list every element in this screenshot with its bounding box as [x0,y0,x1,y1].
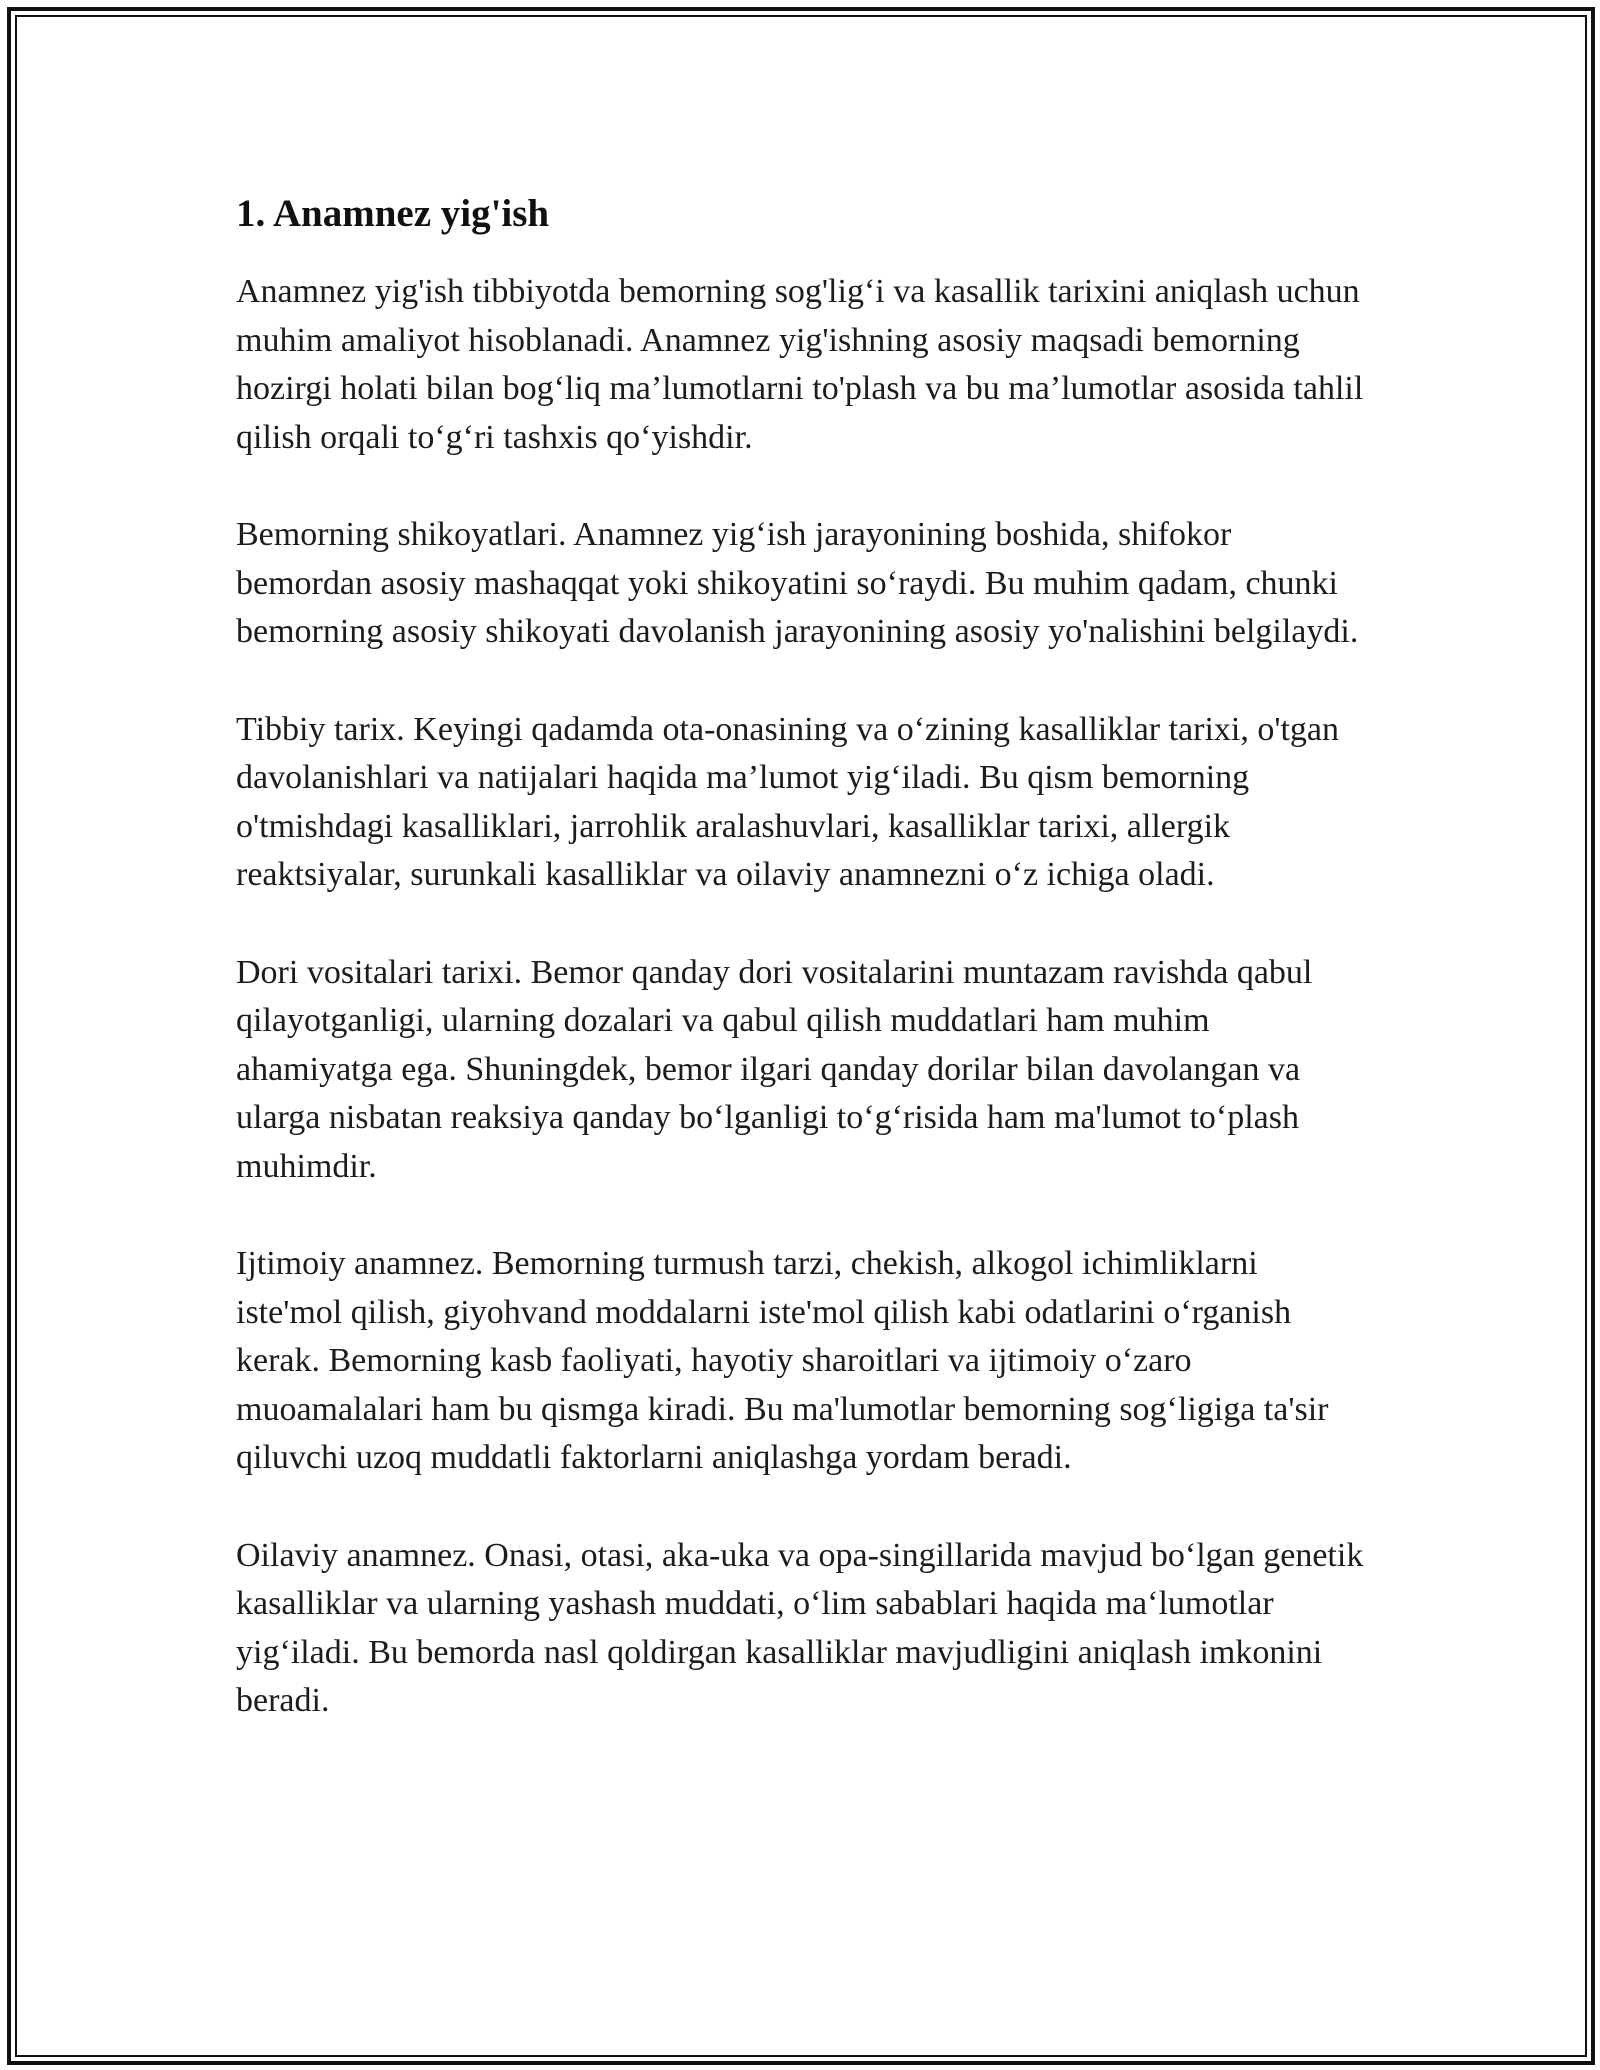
paragraph-complaints: Bemorning shikoyatlari. Anamnez yig‘ish jarayonining boshida, shifokor bemordan asosiy mashaqqat yoki shikoyatini so‘raydi. Bu muhim qadam, chunki bemorning asosiy shikoyati davolanish jarayonining asosiy yo'nalishini belgilaydi. [236,516,1359,650]
section-heading: 1. Anamnez yig'ish [236,192,550,235]
paragraph-medical-history: Tibbiy tarix. Keyingi qadamda ota-onasining va o‘zining kasalliklar tarixi, o'tgan davolanishlari va natijalari haqida ma’lumot yig‘iladi. Bu qism bemorning o'tmishdagi kasalliklari, jarrohlik aralashuvlari, kasalliklar tarixi, allergik reaktsiyalar, surunkali kasalliklar va oilaviy anamnezni o‘z ichiga oladi. [236,710,1340,893]
paragraph-medication-history: Dori vositalari tarixi. Bemor qanday dori vositalarini muntazam ravishda qabul qilayotganligi, ularning dozalari va qabul qilish muddatlari ham muhim ahamiyatga ega. Shuningdek, bemor ilgari qanday dorilar bilan davolangan va ularga nisbatan reaksiya qanday bo‘lganligi to‘g‘risida ham ma'lumot to‘plash muhimdir. [236,953,1313,1185]
paragraph-social-anamnesis: Ijtimoiy anamnez. Bemorning turmush tarzi, chekish, alkogol ichimliklarni iste'mol qilish, giyohvand moddalarni iste'mol qilish kabi odatlarini o‘rganish kerak. Bemorning kasb faoliyati, hayotiy sharoitlari va ijtimoiy o‘zaro muoamalalari ham bu qismga kiradi. Bu ma'lumotlar bemorning sog‘ligiga ta'sir qiluvchi uzoq muddatli faktorlarni aniqlashga yordam beradi. [236,1245,1329,1476]
document-body [236,186,1370,1775]
paragraph-family-anamnesis: Oilaviy anamnez. Onasi, otasi, aka-uka va opa-singillarida mavjud bo‘lgan genetik kasalliklar va ularning yashash muddati, o‘lim sabablari haqida ma‘lumotlar yig‘iladi. Bu bemorda nasl qoldirgan kasalliklar mavjudligini aniqlash imkonini beradi. [236,1536,1364,1719]
paragraph-intro: Anamnez yig'ish tibbiyotda bemorning sog'lig‘i va kasallik tarixini aniqlash uchun muhim amaliyot hisoblanadi. Anamnez yig'ishning asosiy maqsadi bemorning hozirgi holati bilan bog‘liq ma’lumotlarni to'plash va bu ma’lumotlar asosida tahlil qilish orqali to‘g‘ri tashxis qo‘yishdir. [236,273,1364,456]
